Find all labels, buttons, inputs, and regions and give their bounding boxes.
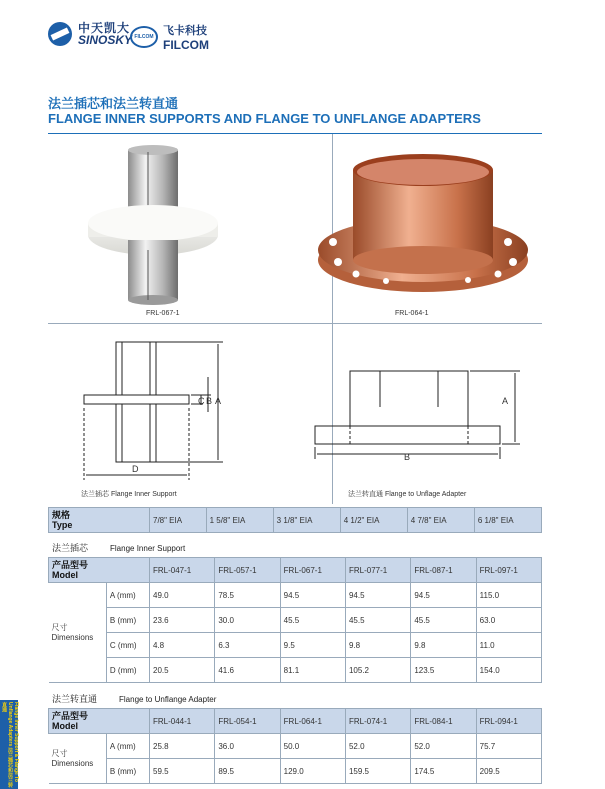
row-label: A (mm) — [106, 583, 149, 608]
cell: 52.0 — [345, 734, 410, 759]
table-row — [49, 734, 542, 759]
support-dim-label: 尺寸 Dimensions — [49, 583, 107, 683]
adapter-model: FRL-094-1 — [476, 709, 541, 734]
support-model: FRL-067-1 — [280, 558, 345, 583]
cell: 159.5 — [345, 759, 410, 784]
cell: 154.0 — [476, 658, 541, 683]
cell: 50.0 — [280, 734, 345, 759]
adapter-model: FRL-084-1 — [411, 709, 476, 734]
spec-size: 1 5/8" EIA — [206, 508, 273, 533]
adapter-section-title: 法兰转直通 Flange to Unflange Adapter — [52, 694, 217, 704]
cell: 41.6 — [215, 658, 280, 683]
cell: 115.0 — [476, 583, 541, 608]
cell: 94.5 — [411, 583, 476, 608]
grid-hdivider — [48, 323, 542, 324]
adapter-model: FRL-054-1 — [215, 709, 280, 734]
cell: 25.8 — [150, 734, 215, 759]
table-row — [49, 658, 542, 683]
adapter-model-label: 产品型号 Model — [49, 709, 150, 734]
table-row — [49, 583, 542, 608]
support-model: FRL-047-1 — [150, 558, 215, 583]
cell: 174.5 — [411, 759, 476, 784]
adapter-dim-label: 尺寸 Dimensions — [49, 734, 107, 784]
table-row — [49, 608, 542, 633]
dim-b-label: B — [206, 396, 213, 406]
page-title-cn: 法兰插芯和法兰转直通 — [48, 96, 179, 111]
support-model-label: 产品型号 Model — [49, 558, 150, 583]
drawing-right-caption: 法兰转直通 Flange to Unflage Adapter — [348, 491, 467, 498]
spec-label: 规格 Type — [49, 508, 150, 533]
adapter-model: FRL-044-1 — [150, 709, 215, 734]
cell: 49.0 — [150, 583, 215, 608]
spec-size: 3 1/8" EIA — [273, 508, 340, 533]
filcom-logo — [130, 22, 209, 52]
sinosky-cn: 中天凯大 — [78, 21, 131, 35]
cell: 89.5 — [215, 759, 280, 784]
cell: 59.5 — [150, 759, 215, 784]
table-row — [49, 759, 542, 784]
cell: 45.5 — [280, 608, 345, 633]
drawing-left-caption: 法兰插芯 Flange Inner Support — [81, 491, 177, 498]
cell: 36.0 — [215, 734, 280, 759]
dim-c-label: C — [198, 396, 205, 406]
adapter-table — [48, 708, 542, 784]
cell: 23.6 — [150, 608, 215, 633]
support-section-title: 法兰插芯 Flange Inner Support — [52, 543, 186, 553]
cell: 105.2 — [345, 658, 410, 683]
cell: 45.5 — [345, 608, 410, 633]
cell: 9.8 — [345, 633, 410, 658]
table-row — [49, 633, 542, 658]
adapter-model: FRL-074-1 — [345, 709, 410, 734]
cell: 81.1 — [280, 658, 345, 683]
support-model: FRL-077-1 — [345, 558, 410, 583]
spec-size: 4 1/2" EIA — [340, 508, 407, 533]
adapter-model: FRL-064-1 — [280, 709, 345, 734]
photo-flange-adapter — [308, 140, 538, 310]
cell: 78.5 — [215, 583, 280, 608]
cell: 6.3 — [215, 633, 280, 658]
drawing-flange-inner-support — [48, 332, 284, 492]
adapter-dim-b-label: B — [404, 452, 411, 462]
row-label: D (mm) — [106, 658, 149, 683]
cell: 9.8 — [411, 633, 476, 658]
cell: 9.5 — [280, 633, 345, 658]
support-model: FRL-097-1 — [476, 558, 541, 583]
cell: 94.5 — [280, 583, 345, 608]
cell: 129.0 — [280, 759, 345, 784]
row-label: C (mm) — [106, 633, 149, 658]
dim-d-label: D — [132, 464, 139, 474]
row-label: B (mm) — [106, 608, 149, 633]
cell: 123.5 — [411, 658, 476, 683]
spec-table — [48, 507, 542, 533]
support-model: FRL-057-1 — [215, 558, 280, 583]
cell: 11.0 — [476, 633, 541, 658]
page-title-en: FLANGE INNER SUPPORTS AND FLANGE TO UNFLANGE ADAPTERS — [48, 111, 481, 126]
filcom-en: FILCOM — [163, 38, 209, 52]
cell: 20.5 — [150, 658, 215, 683]
row-label: B (mm) — [106, 759, 149, 784]
drawing-flange-adapter — [310, 359, 540, 499]
adapter-dim-a-label: A — [502, 396, 509, 406]
side-tab: Flange Inner Support & Flange To Unflange Adapters 法兰插芯和法兰转直通 — [1, 702, 19, 788]
row-label: A (mm) — [106, 734, 149, 759]
photo1-caption: FRL-067-1 — [146, 310, 180, 317]
cell: 94.5 — [345, 583, 410, 608]
support-model: FRL-087-1 — [411, 558, 476, 583]
sinosky-mark-icon — [48, 22, 72, 46]
cell: 209.5 — [476, 759, 541, 784]
cell: 63.0 — [476, 608, 541, 633]
filcom-cn: 飞卡科技 — [163, 25, 207, 37]
cell: 30.0 — [215, 608, 280, 633]
dim-a-label: A — [215, 396, 222, 406]
cell: 75.7 — [476, 734, 541, 759]
sinosky-en: SINOSKY — [78, 33, 133, 47]
sinosky-logo — [48, 22, 132, 46]
photo-flange-inner-support — [48, 140, 284, 310]
image-grid — [48, 134, 542, 504]
support-table — [48, 557, 542, 683]
spec-size: 7/8" EIA — [150, 508, 207, 533]
cell: 52.0 — [411, 734, 476, 759]
filcom-badge-icon: FILCOM — [130, 26, 158, 48]
cell: 45.5 — [411, 608, 476, 633]
cell: 4.8 — [150, 633, 215, 658]
spec-size: 6 1/8" EIA — [474, 508, 541, 533]
photo2-caption: FRL-064-1 — [395, 310, 429, 317]
spec-size: 4 7/8" EIA — [407, 508, 474, 533]
